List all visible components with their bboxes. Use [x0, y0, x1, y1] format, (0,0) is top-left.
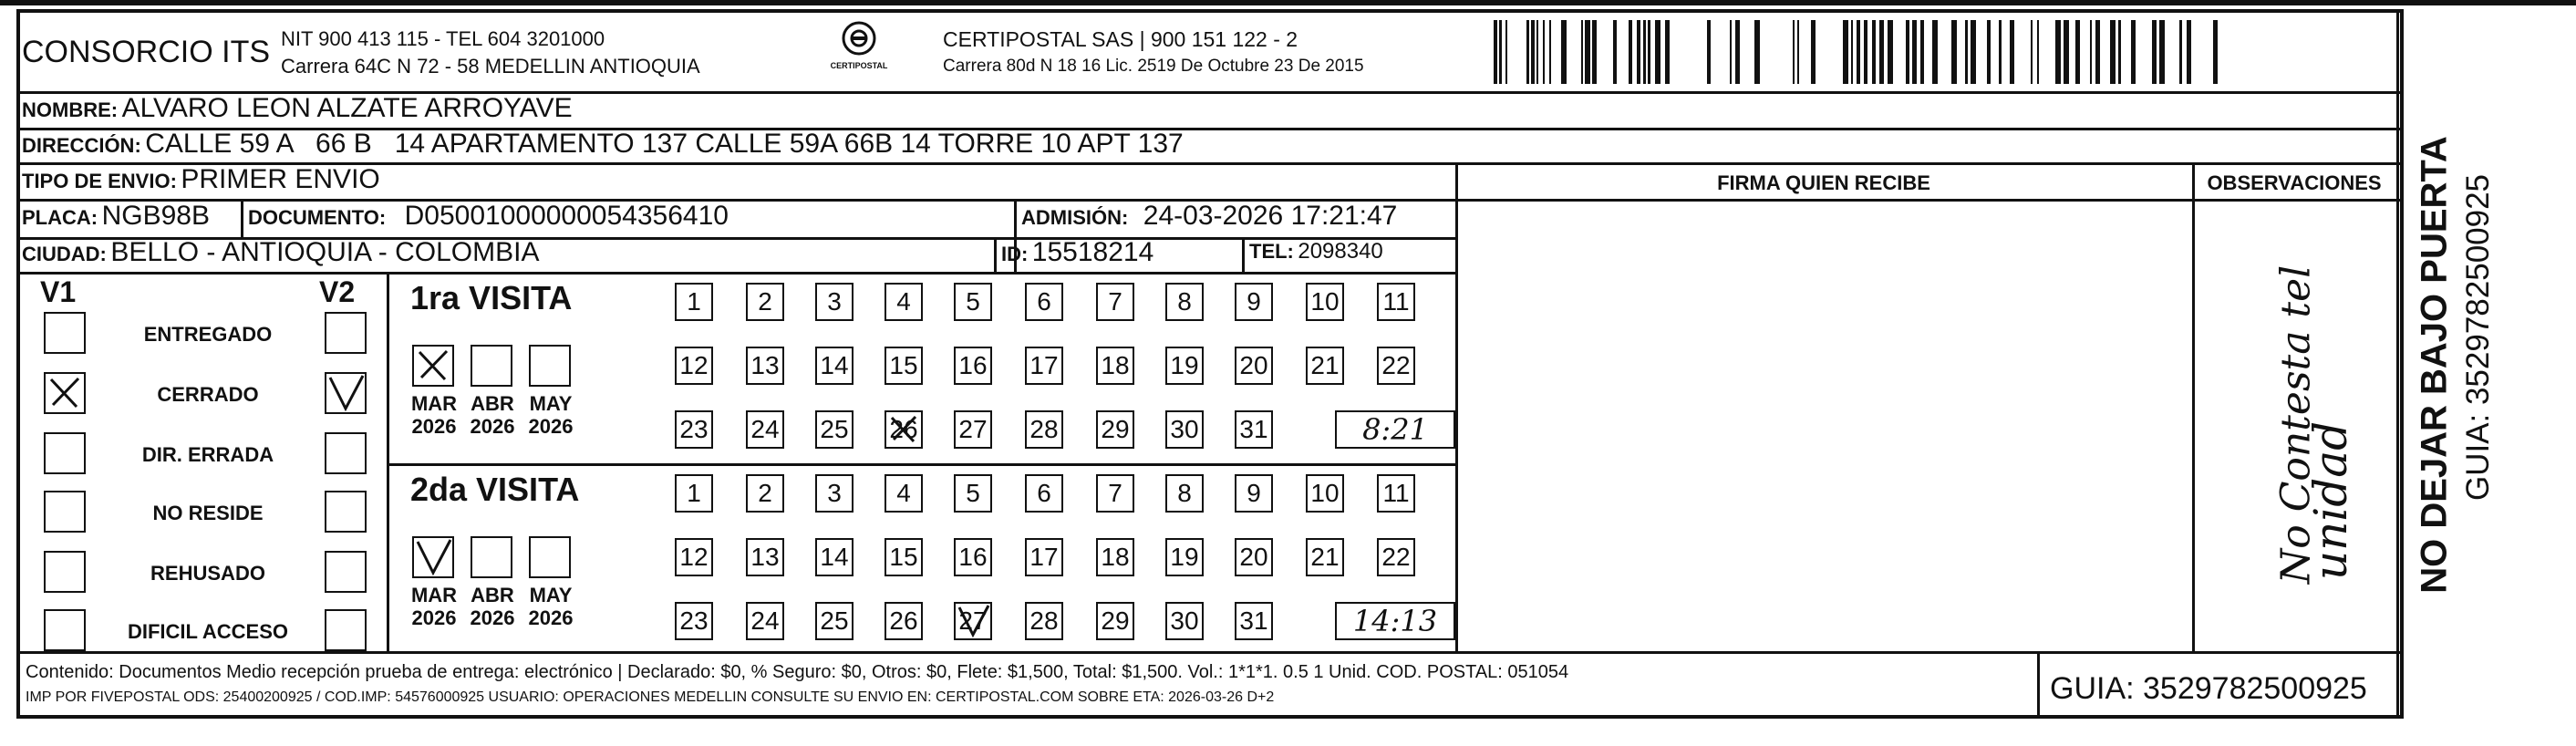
day-box[interactable]: 22 — [1377, 347, 1415, 385]
day-box[interactable]: 8 — [1165, 474, 1204, 513]
month-checkbox[interactable] — [412, 345, 454, 387]
direccion-row — [22, 130, 1184, 158]
day-box[interactable]: 18 — [1096, 347, 1134, 385]
day-box[interactable]: 26 — [885, 410, 923, 449]
observaciones-header: OBSERVACIONES — [2207, 171, 2382, 194]
id-row — [1001, 239, 1154, 266]
v1-label: V1 — [40, 275, 77, 308]
day-box[interactable]: 15 — [885, 538, 923, 576]
month-checkbox[interactable] — [529, 536, 571, 578]
firma-header: FIRMA QUIEN RECIBE — [1717, 171, 1930, 194]
day-box[interactable]: 16 — [954, 538, 992, 576]
day-box[interactable]: 27 — [954, 410, 992, 449]
visit-title: 1ra VISITA — [410, 279, 573, 316]
check-mark-icon — [414, 538, 452, 576]
day-box[interactable]: 28 — [1025, 602, 1063, 640]
footer-line1: Contenido: Documentos Medio recepción prueba de entrega: electrónico | Declarado: $0, % Seguro: $0, Otros: $0, Flete: $1,500, Total: $1,500. Vol.: 1*1*1. 0.5 1 Unid. COD. POSTAL: 051054 — [26, 662, 1569, 682]
day-box[interactable]: 17 — [1025, 347, 1063, 385]
day-box[interactable]: 25 — [815, 602, 853, 640]
day-box[interactable]: 20 — [1235, 538, 1273, 576]
v1-checkbox[interactable] — [44, 372, 86, 414]
day-box[interactable]: 10 — [1306, 474, 1344, 513]
rule — [1242, 237, 1245, 272]
documento-row — [248, 202, 729, 230]
month-checkbox[interactable] — [471, 345, 512, 387]
tel-row — [1249, 239, 1383, 264]
month-label: MAY 2026 — [528, 584, 574, 630]
id-label: ID: — [1001, 243, 1029, 265]
day-box[interactable]: 19 — [1165, 538, 1204, 576]
rule — [16, 651, 2404, 654]
check-mark-icon — [886, 412, 921, 447]
day-box[interactable]: 31 — [1235, 602, 1273, 640]
tipo-row — [22, 166, 380, 193]
month-label: ABR 2026 — [470, 584, 515, 630]
day-box[interactable]: 11 — [1377, 283, 1415, 321]
rule — [16, 272, 1457, 275]
certipostal-logo-icon — [839, 20, 879, 57]
day-box[interactable]: 30 — [1165, 602, 1204, 640]
side-warning: NO DEJAR BAJO PUERTA — [2414, 136, 2455, 594]
day-box[interactable]: 12 — [675, 538, 713, 576]
rule — [1455, 162, 1458, 651]
month-checkbox[interactable] — [529, 345, 571, 387]
day-box[interactable]: 13 — [746, 538, 784, 576]
visit-title: 2da VISITA — [410, 471, 580, 508]
day-box[interactable]: 2 — [746, 474, 784, 513]
rule — [241, 199, 243, 237]
day-box[interactable]: 29 — [1096, 410, 1134, 449]
check-mark-icon — [46, 374, 84, 412]
day-box[interactable]: 22 — [1377, 538, 1415, 576]
tel-label: TEL: — [1249, 240, 1294, 263]
visit-time[interactable]: 8:21 — [1335, 410, 1455, 449]
day-box[interactable]: 27 — [954, 602, 992, 640]
rule — [2037, 651, 2040, 719]
v2-checkbox[interactable] — [325, 312, 367, 354]
observaciones-note-line1: No Contesta tel — [2272, 264, 2320, 585]
day-box[interactable]: 6 — [1025, 474, 1063, 513]
reason-label: REHUSADO — [150, 562, 265, 585]
placa-row — [22, 202, 210, 230]
day-box[interactable]: 12 — [675, 347, 713, 385]
nombre-value: ALVARO LEON ALZATE ARROYAVE — [121, 93, 573, 123]
day-box[interactable]: 9 — [1235, 283, 1273, 321]
reason-label: DIR. ERRADA — [141, 443, 274, 466]
v1-checkbox[interactable] — [44, 312, 86, 354]
day-box[interactable]: 13 — [746, 347, 784, 385]
nit-line: NIT 900 413 115 - TEL 604 3201000 — [281, 27, 605, 50]
day-box[interactable]: 24 — [746, 602, 784, 640]
day-box[interactable]: 14 — [815, 347, 853, 385]
top-rule — [0, 0, 2576, 5]
day-box[interactable]: 23 — [675, 410, 713, 449]
tel-value: 2098340 — [1298, 239, 1383, 264]
day-box[interactable]: 25 — [815, 410, 853, 449]
rule — [2192, 162, 2195, 651]
tipo-value: PRIMER ENVIO — [181, 164, 380, 194]
day-box[interactable]: 16 — [954, 347, 992, 385]
day-box[interactable]: 4 — [885, 474, 923, 513]
day-box[interactable]: 3 — [815, 283, 853, 321]
day-box[interactable]: 5 — [954, 283, 992, 321]
check-mark-icon — [326, 374, 365, 412]
rule — [994, 237, 997, 272]
reason-label: NO RESIDE — [152, 502, 264, 524]
v2-checkbox[interactable] — [325, 491, 367, 533]
day-box[interactable]: 19 — [1165, 347, 1204, 385]
day-box[interactable]: 5 — [954, 474, 992, 513]
admision-row — [1021, 202, 1397, 230]
admision-value: 24-03-2026 17:21:47 — [1143, 201, 1398, 231]
v1-checkbox[interactable] — [44, 432, 86, 474]
day-box[interactable]: 15 — [885, 347, 923, 385]
day-box[interactable]: 9 — [1235, 474, 1273, 513]
company-address: Carrera 64C N 72 - 58 MEDELLIN ANTIOQUIA — [281, 55, 700, 78]
v1-checkbox[interactable] — [44, 609, 86, 651]
documento-label: DOCUMENTO: — [248, 206, 387, 229]
certipostal-address: Carrera 80d N 18 16 Lic. 2519 De Octubre 23 De 2015 — [943, 57, 1364, 76]
ciudad-value: BELLO - ANTIOQUIA - COLOMBIA — [110, 237, 540, 267]
day-box[interactable]: 29 — [1096, 602, 1134, 640]
nombre-row — [22, 95, 573, 122]
day-box[interactable]: 1 — [675, 474, 713, 513]
v1-checkbox[interactable] — [44, 491, 86, 533]
day-box[interactable]: 11 — [1377, 474, 1415, 513]
check-mark-icon — [956, 604, 990, 638]
day-box[interactable]: 1 — [675, 283, 713, 321]
day-box[interactable]: 26 — [885, 602, 923, 640]
day-box[interactable]: 21 — [1306, 347, 1344, 385]
admision-label: ADMISIÓN: — [1021, 206, 1129, 229]
tipo-label: TIPO DE ENVIO: — [22, 170, 177, 192]
day-box[interactable]: 4 — [885, 283, 923, 321]
certipostal-logo — [813, 20, 905, 77]
reason-label: ENTREGADO — [143, 323, 273, 346]
day-box[interactable]: 24 — [746, 410, 784, 449]
day-box[interactable]: 14 — [815, 538, 853, 576]
day-box[interactable]: 3 — [815, 474, 853, 513]
day-box[interactable]: 30 — [1165, 410, 1204, 449]
ciudad-row — [22, 239, 539, 266]
v2-checkbox[interactable] — [325, 609, 367, 651]
month-label: ABR 2026 — [470, 392, 515, 439]
day-box[interactable]: 18 — [1096, 538, 1134, 576]
v2-checkbox[interactable] — [325, 432, 367, 474]
month-label: MAY 2026 — [528, 392, 574, 439]
day-box[interactable]: 17 — [1025, 538, 1063, 576]
rule — [2396, 9, 2399, 719]
reason-label: CERRADO — [157, 383, 259, 406]
certipostal-line: CERTIPOSTAL SAS | 900 151 122 - 2 — [943, 27, 1298, 51]
v2-label: V2 — [319, 275, 356, 308]
check-mark-icon — [414, 347, 452, 385]
month-label: MAR 2026 — [410, 584, 458, 630]
month-checkbox[interactable] — [412, 536, 454, 578]
observaciones-note-line2: unidad — [2304, 420, 2357, 581]
side-guia: GUIA: 3529782500925 — [2460, 173, 2496, 502]
day-box[interactable]: 7 — [1096, 474, 1134, 513]
direccion-label: DIRECCIÓN: — [22, 134, 141, 157]
day-box[interactable]: 21 — [1306, 538, 1344, 576]
day-box[interactable]: 20 — [1235, 347, 1273, 385]
company-name: CONSORCIO ITS — [22, 35, 271, 69]
barcode — [1494, 20, 2223, 84]
direccion-value: CALLE 59 A 66 B 14 APARTAMENTO 137 CALLE 59A 66B 14 TORRE 10 APT 137 — [145, 129, 1184, 159]
footer-line2: IMP POR FIVEPOSTAL ODS: 25400200925 / COD.IMP: 54576000925 USUARIO: OPERACIONES MEDELLIN CONSULTE SU ENVIO EN: CERTIPOSTAL.COM SOBRE ETA: 2026-03-26 D+2 — [26, 689, 1275, 705]
placa-label: PLACA: — [22, 206, 98, 229]
day-box[interactable]: 8 — [1165, 283, 1204, 321]
certipostal-logo-text: CERTIPOSTAL — [830, 61, 888, 70]
day-box[interactable]: 6 — [1025, 283, 1063, 321]
day-box[interactable]: 10 — [1306, 283, 1344, 321]
rule — [387, 463, 1455, 466]
day-box[interactable]: 23 — [675, 602, 713, 640]
rule — [387, 272, 389, 651]
reason-label: DIFICIL ACCESO — [127, 620, 288, 643]
day-box[interactable]: 31 — [1235, 410, 1273, 449]
v2-checkbox[interactable] — [325, 551, 367, 593]
v1-checkbox[interactable] — [44, 551, 86, 593]
documento-value: D05001000000054356410 — [404, 201, 729, 231]
footer-guia: GUIA: 3529782500925 — [2050, 671, 2367, 706]
ciudad-label: CIUDAD: — [22, 243, 107, 265]
placa-value: NGB98B — [101, 201, 210, 231]
day-box[interactable]: 7 — [1096, 283, 1134, 321]
id-value: 15518214 — [1031, 237, 1154, 267]
month-label: MAR 2026 — [410, 392, 458, 439]
v2-checkbox[interactable] — [325, 372, 367, 414]
nombre-label: NOMBRE: — [22, 98, 119, 121]
visit-time[interactable]: 14:13 — [1335, 602, 1455, 640]
month-checkbox[interactable] — [471, 536, 512, 578]
day-box[interactable]: 28 — [1025, 410, 1063, 449]
day-box[interactable]: 2 — [746, 283, 784, 321]
